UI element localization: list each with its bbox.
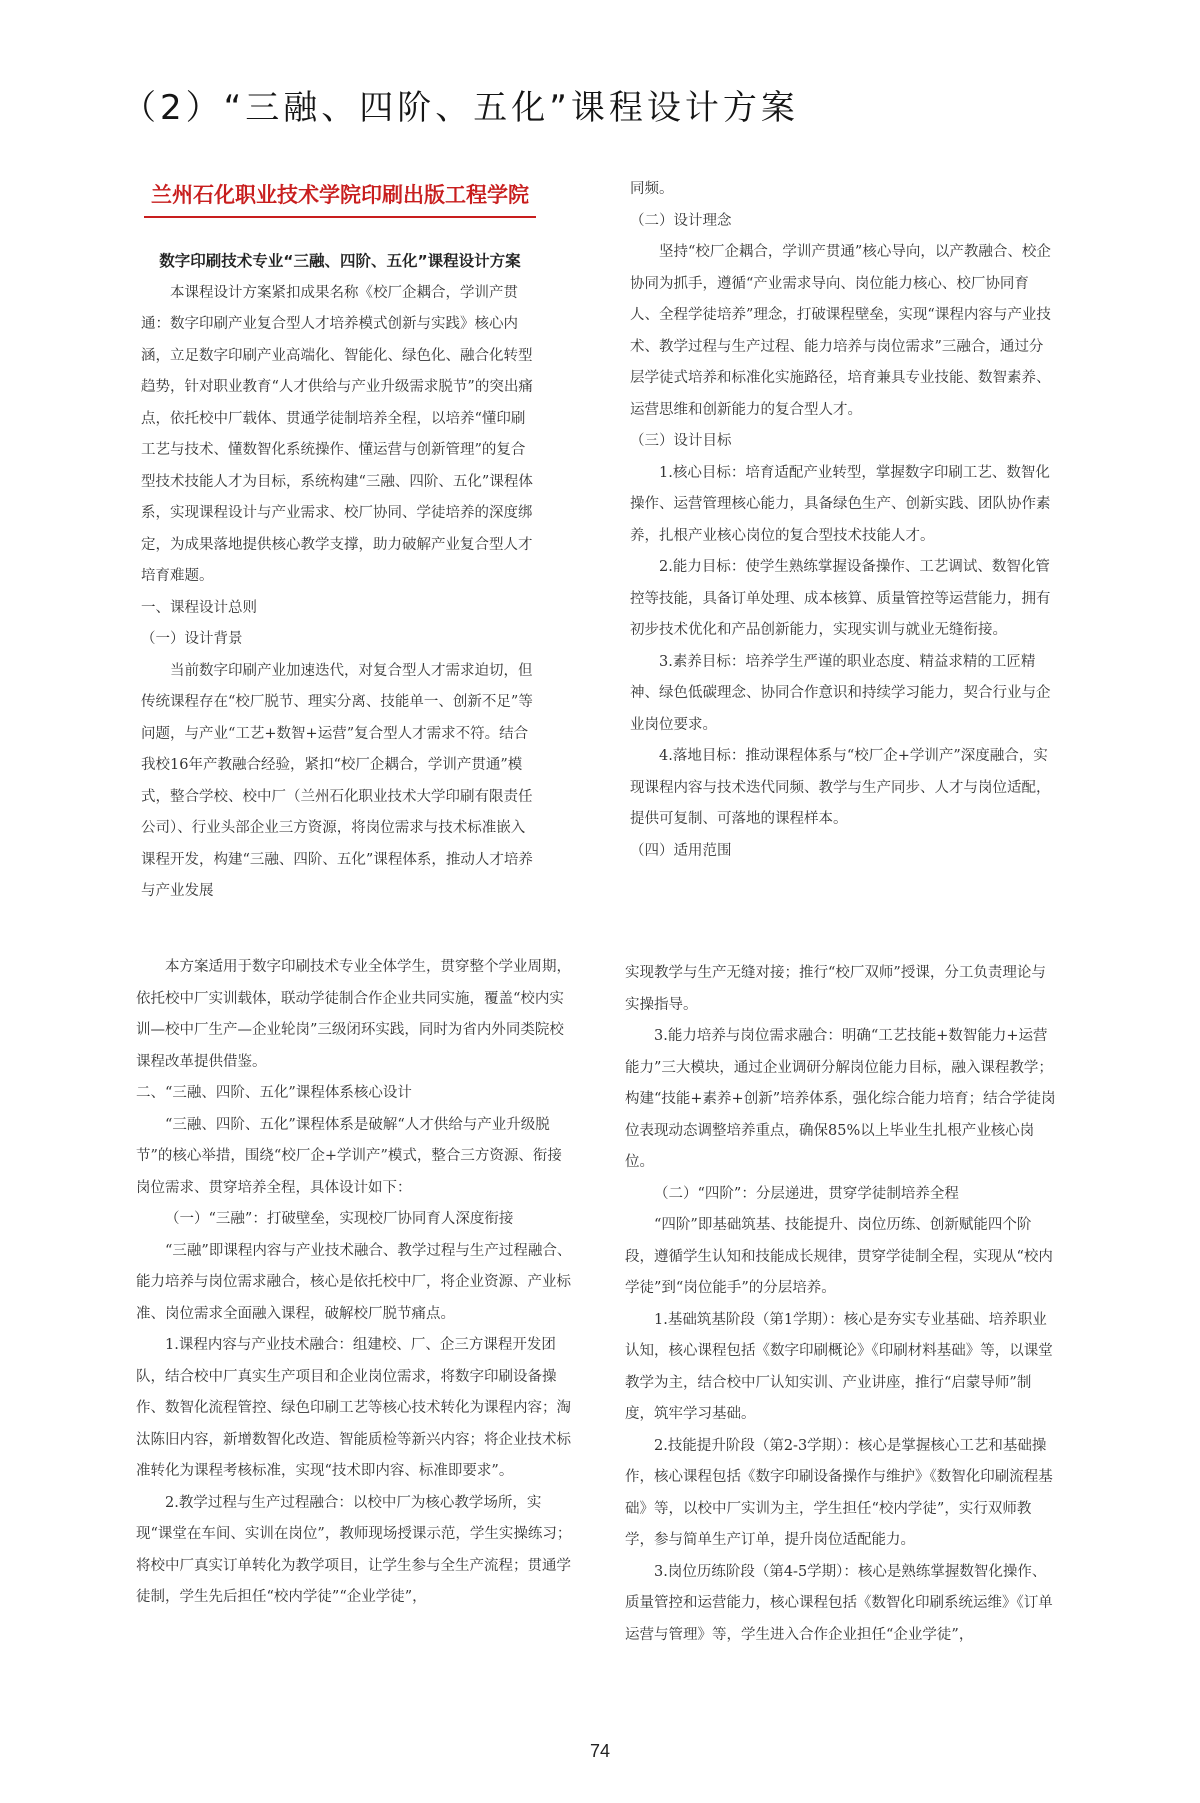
section-heading: （二）设计理念 bbox=[630, 212, 732, 229]
paragraph: （二）“四阶”：分层递进，贯穿学徒制培养全程 bbox=[654, 1185, 959, 1202]
bottom-right-column bbox=[625, 958, 1057, 1651]
paragraph: 3.素养目标：培养学生严谨的职业态度、精益求精的工匠精神、绿色低碳理念、协同合作意识和持续学习能力，契合行业与企业岗位要求。 bbox=[630, 653, 1051, 733]
section-heading: 一、课程设计总则 bbox=[141, 599, 257, 616]
paragraph: 当前数字印刷产业加速迭代，对复合型人才需求迫切，但传统课程存在“校厂脱节、理实分离、技能单一、创新不足”等问题，与产业“工艺+数智+运营”复合型人才需求不符。结合我校16年产教融合经验，紧扣“校厂企耦合，学训产贯通”模式，整合学校、校中厂（兰州石化职业技术大学印刷有限责任公司）、行业头部企业三方资源，将岗位需求与技术标准嵌入课程开发，构建“三融、四阶、五化”课程体系，推动人才培养与产业发展 bbox=[141, 662, 533, 899]
paragraph: 2.教学过程与生产过程融合：以校中厂为核心教学场所，实现“课堂在车间、实训在岗位”，教师现场授课示范，学生实操练习；将校中厂真实订单转化为教学项目，让学生参与全生产流程；贯通学徒制，学生先后担任“校内学徒”“企业学徒”， bbox=[136, 1494, 572, 1605]
document-title: 数字印刷技术专业“三融、四阶、五化”课程设计方案 bbox=[159, 252, 521, 270]
paragraph: 坚持“校厂企耦合，学训产贯通”核心导向，以产教融合、校企协同为抓手，遵循“产业需求导向、岗位能力核心、校厂协同育人、全程学徒培养”理念，打破课程壁垒，实现“课程内容与产业技术、教学过程与生产过程、能力培养与岗位需求”三融合，通过分层学徒式培养和标准化实施路径，培育兼具专业技能、数智素养、运营思维和创新能力的复合型人才。 bbox=[630, 244, 1051, 418]
paragraph: “四阶”即基础筑基、技能提升、岗位历练、创新赋能四个阶段，遵循学生认知和技能成长规律，贯穿学徒制全程，实现从“校内学徒”到“岗位能手”的分层培养。 bbox=[625, 1217, 1053, 1296]
bottom-left-column bbox=[136, 952, 574, 1614]
paragraph: 3.岗位历练阶段（第4-5学期）：核心是熟练掌握数智化操作、质量管控和运营能力，核心课程包括《数智化印刷系统运维》《订单运营与管理》等，学生进入合作企业担任“企业学徒”， bbox=[625, 1563, 1053, 1643]
paragraph: 本课程设计方案紧扣成果名称《校厂企耦合，学训产贯通：数字印刷产业复合型人才培养模式创新与实践》核心内涵，立足数字印刷产业高端化、智能化、绿色化、融合化转型趋势，针对职业教育“人才供给与产业升级需求脱节”的突出痛点，依托校中厂载体、贯通学徒制培养全程，以培养“懂印刷工艺与技术、懂数智化系统操作、懂运营与创新管理”的复合型技术技能人才为目标，系统构建“三融、四阶、五化”课程体系，实现课程设计与产业需求、校厂协同、学徒培养的深度绑定，为成果落地提供核心教学支撑，助力破解产业复合型人才培育难题。 bbox=[141, 284, 533, 584]
top-right-column bbox=[630, 174, 1054, 867]
paragraph: 2.能力目标：使学生熟练掌握设备操作、工艺调试、数智化管控等技能，具备订单处理、成本核算、质量管控等运营能力，拥有初步技术优化和产品创新能力，实现实训与就业无缝衔接。 bbox=[630, 559, 1051, 638]
institution-title: 兰州石化职业技术学院印刷出版工程学院 bbox=[144, 180, 536, 218]
paragraph: 本方案适用于数字印刷技术专业全体学生，贯穿整个学业周期，依托校中厂实训载体，联动学徒制合作企业共同实施，覆盖“校内实训—校中厂生产—企业轮岗”三级闭环实践，同时为省内外同类院校课程改革提供借鉴。 bbox=[136, 959, 571, 1070]
paragraph: 3.能力培养与岗位需求融合：明确“工艺技能+数智能力+运营能力”三大模块，通过企业调研分解岗位能力目标，融入课程教学；构建“技能+素养+创新”培养体系，强化综合能力培育；结合学徒岗位表现动态调整培养重点，确保85%以上毕业生扎根产业核心岗位。 bbox=[625, 1028, 1056, 1170]
section-heading: 二、“三融、四阶、五化”课程体系核心设计 bbox=[136, 1085, 412, 1101]
section-heading: （一）设计背景 bbox=[141, 631, 243, 647]
paragraph: 1.核心目标：培育适配产业转型，掌握数字印刷工艺、数智化操作、运营管理核心能力，具备绿色生产、创新实践、团队协作素养，扎根产业核心岗位的复合型技术技能人才。 bbox=[630, 464, 1051, 544]
page-heading: （2）“三融、四阶、五化”课程设计方案 bbox=[122, 88, 799, 128]
page-number: 74 bbox=[589, 1741, 611, 1761]
section-heading: （三）设计目标 bbox=[630, 433, 732, 449]
paragraph: “三融”即课程内容与产业技术融合、教学过程与生产过程融合、能力培养与岗位需求融合，核心是依托校中厂，将企业资源、产业标准、岗位需求全面融入课程，破解校厂脱节痛点。 bbox=[136, 1242, 572, 1322]
paragraph: 实现教学与生产无缝对接；推行“校厂双师”授课，分工负责理论与实操指导。 bbox=[625, 965, 1046, 1013]
paragraph: 1.课程内容与产业技术融合：组建校、厂、企三方课程开发团队，结合校中厂真实生产项目和企业岗位需求，将数字印刷设备操作、数智化流程管控、绿色印刷工艺等核心技术转化为课程内容；淘汰陈旧内容，新增数智化改造、智能质检等新兴内容；将企业技术标准转化为课程考核标准，实现“技术即内容、标准即要求”。 bbox=[136, 1337, 571, 1479]
paragraph: 2.技能提升阶段（第2-3学期）：核心是掌握核心工艺和基础操作，核心课程包括《数字印刷设备操作与维护》《数智化印刷流程基础》等，以校中厂实训为主，学生担任“校内学徒”，实行双师教学，参与简单生产订单，提升岗位适配能力。 bbox=[625, 1437, 1053, 1548]
top-left-column bbox=[141, 158, 539, 908]
paragraph: （一）“三融”：打破壁垒，实现校厂协同育人深度衔接 bbox=[165, 1211, 514, 1227]
paragraph: “三融、四阶、五化”课程体系是破解“人才供给与产业升级脱节”的核心举措，围绕“校厂企+学训产”模式，整合三方资源、衔接岗位需求、贯穿培养全程，具体设计如下： bbox=[136, 1116, 562, 1196]
paragraph: 4.落地目标：推动课程体系与“校厂企+学训产”深度融合，实现课程内容与技术迭代同频、教学与生产同步、人才与岗位适配，提供可复制、可落地的课程样本。 bbox=[630, 748, 1051, 827]
paragraph: 同频。 bbox=[630, 181, 674, 197]
section-heading: （四）适用范围 bbox=[630, 842, 732, 859]
paragraph: 1.基础筑基阶段（第1学期）：核心是夯实专业基础、培养职业认知，核心课程包括《数字印刷概论》《印刷材料基础》等，以课堂教学为主，结合校中厂认知实训、产业讲座，推行“启蒙导师”制度，筑牢学习基础。 bbox=[625, 1311, 1053, 1422]
